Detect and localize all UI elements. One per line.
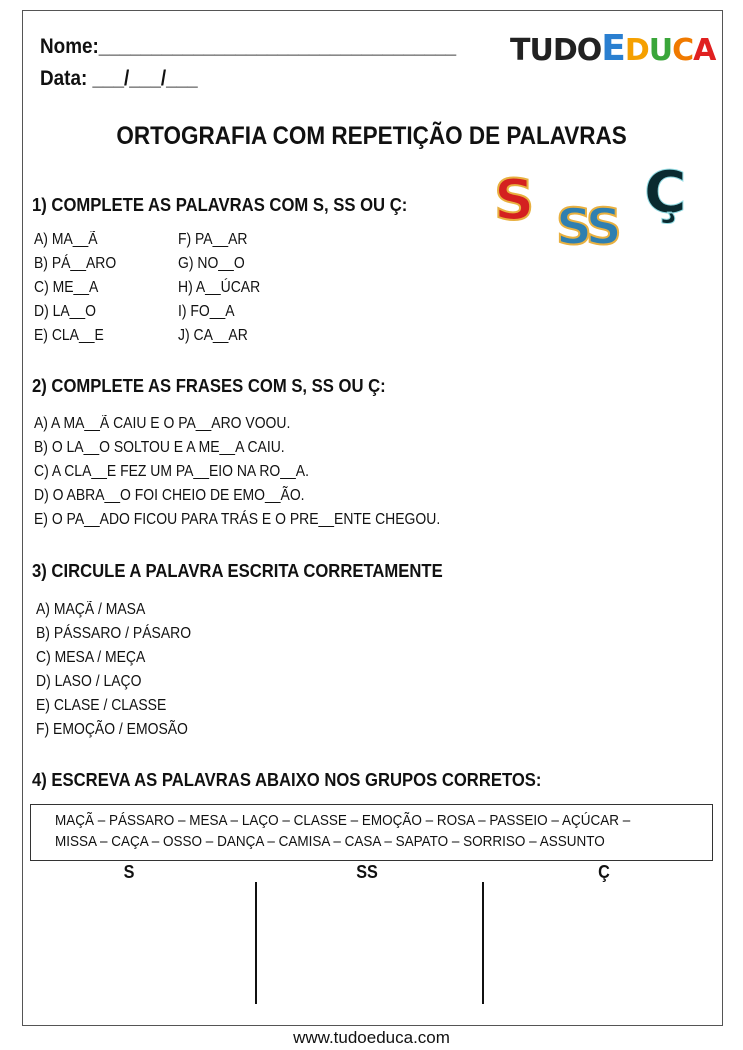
list-item: F) EMOÇÃO / EMOSÃO	[36, 721, 188, 738]
list-item: D) O ABRA__O FOI CHEIO DE EMO__ÃO.	[34, 487, 305, 504]
list-item: E) O PA__ADO FICOU PARA TRÁS E O PRE__ENTE CHEGOU.	[34, 511, 441, 528]
logo-text: U	[648, 33, 673, 68]
section1-heading: 1) COMPLETE AS PALAVRAS COM S, SS OU Ç:	[32, 194, 408, 215]
list-item: C) MESA / MEÇA	[36, 649, 146, 666]
list-item: A) A MA__Ã CAIU E O PA__ARO VOOU.	[34, 415, 291, 432]
letter-s-decoration: S	[494, 168, 535, 233]
name-field[interactable]: Nome:__________________________________	[40, 35, 457, 58]
list-item: G) NO__O	[178, 255, 245, 272]
list-item: B) PÁSSARO / PÁSARO	[36, 625, 192, 642]
column-divider	[482, 882, 484, 1004]
column-header-s: S	[123, 862, 135, 882]
list-item: B) PÁ__ARO	[34, 255, 117, 272]
list-item: B) O LA__O SOLTOU E A ME__A CAIU.	[34, 439, 285, 456]
column-header-c-cedilla: Ç	[598, 862, 610, 882]
page-title	[0, 122, 743, 151]
list-item: H) A__ÚCAR	[178, 279, 261, 296]
column-header-ss: SS	[356, 862, 378, 882]
list-item: J) CA__AR	[178, 327, 248, 344]
list-item: A) MAÇÃ / MASA	[36, 601, 146, 618]
list-item: E) CLASE / CLASSE	[36, 697, 167, 714]
section1-col2	[178, 228, 260, 348]
word-bank-line: MAÇÃ – PÁSSARO – MESA – LAÇO – CLASSE – EMOÇÃO – ROSA – PASSEIO – AÇÚCAR –	[55, 812, 631, 829]
column-divider	[255, 882, 257, 1004]
section3-list	[36, 598, 191, 742]
letter-ss-decoration: SS	[556, 198, 618, 256]
date-field[interactable]: Data: ___/___/___	[40, 67, 198, 90]
list-item: D) LASO / LAÇO	[36, 673, 142, 690]
list-item: I) FO__A	[178, 303, 235, 320]
word-bank	[55, 810, 630, 852]
logo-book-icon: E	[601, 28, 625, 69]
list-item: F) PA__AR	[178, 231, 248, 248]
list-item: A) MA__Ã	[34, 231, 98, 248]
list-item: E) CLA__E	[34, 327, 104, 344]
list-item: C) ME__A	[34, 279, 99, 296]
section4-heading: 4) ESCREVA AS PALAVRAS ABAIXO NOS GRUPOS CORRETOS:	[32, 769, 542, 790]
section3-heading: 3) CIRCULE A PALAVRA ESCRITA CORRETAMENTE	[32, 560, 443, 581]
logo-text: D	[624, 33, 649, 68]
footer-url[interactable]: www.tudoeduca.com	[293, 1028, 450, 1047]
letter-c-cedilla-decoration: Ç	[644, 158, 687, 226]
logo-text: C	[672, 33, 694, 68]
list-item: D) LA__O	[34, 303, 97, 320]
section1-col1	[34, 228, 116, 348]
logo-text: TUDO	[510, 33, 602, 68]
logo-text: A	[693, 33, 716, 68]
list-item: C) A CLA__E FEZ UM PA__EIO NA RO__A.	[34, 463, 309, 480]
section2-heading: 2) COMPLETE AS FRASES COM S, SS OU Ç:	[32, 375, 386, 396]
word-bank-line: MISSA – CAÇA – OSSO – DANÇA – CAMISA – CASA – SAPATO – SORRISO – ASSUNTO	[55, 833, 605, 850]
page-title-text: ORTOGRAFIA COM REPETIÇÃO DE PALAVRAS	[116, 122, 627, 150]
tudoeduca-logo	[510, 28, 715, 69]
section2-list	[34, 412, 440, 532]
